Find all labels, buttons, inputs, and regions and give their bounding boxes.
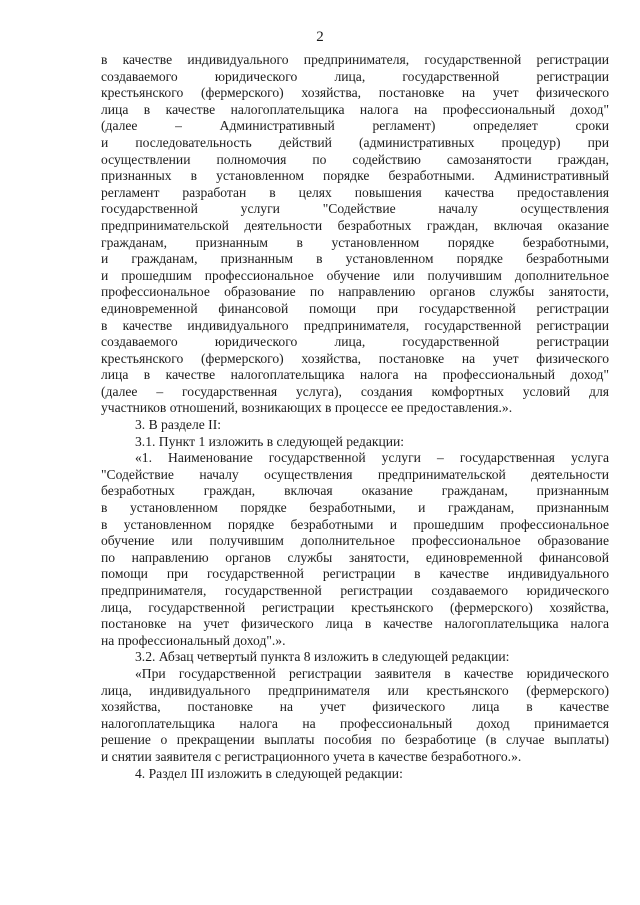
text-line: по направлению органов службы занятости, единовременной финансовой <box>101 549 609 565</box>
text-line: налогоплательщика налога на профессиональный доход принимается <box>101 715 609 731</box>
text-line: гражданам, признанным в установленном порядке безработными, <box>101 234 609 250</box>
text-line: безработных граждан, включая оказание гражданам, признанным <box>101 483 609 499</box>
text-line: помощи при государственной регистрации в качестве индивидуального <box>101 566 609 582</box>
text-line: в установленном порядке безработными, и гражданам, признанным <box>101 500 609 516</box>
text-line: и прошедшим профессиональное обучение или получившим дополнительное <box>101 267 609 283</box>
text-line: осуществлении полномочия по содействию самозанятости граждан, <box>101 151 609 167</box>
text-line: единовременной финансовой помощи при государственной регистрации <box>101 300 609 316</box>
text-line: хозяйства, постановке на учет физического лица в качестве <box>101 699 609 715</box>
text-line: лица в качестве налогоплательщика налога на профессиональный доход" <box>101 367 609 383</box>
text-line: 3.2. Абзац четвертый пункта 8 изложить в следующей редакции: <box>135 649 510 665</box>
text-line: крестьянского (фермерского) хозяйства, постановке на учет физического <box>101 85 609 101</box>
text-line: крестьянского (фермерского) хозяйства, постановке на учет физического <box>101 350 609 366</box>
text-line: (далее – Административный регламент) определяет сроки <box>101 118 609 134</box>
text-line: лица, государственной регистрации крестьянского (фермерского) хозяйства, <box>101 599 609 615</box>
page-number: 2 <box>316 29 324 45</box>
text-line: 3.1. Пункт 1 изложить в следующей редакции: <box>135 433 405 449</box>
text-line: создаваемого юридического лица, государственной регистрации <box>101 68 609 84</box>
document-body <box>101 52 609 782</box>
text-line: участников отношений, возникающих в процессе ее предоставления.». <box>101 400 513 416</box>
text-line: на профессиональный доход".». <box>101 632 286 648</box>
text-line: 3. В разделе II: <box>135 417 222 433</box>
text-line: регламент разработан в целях повышения качества предоставления <box>101 184 609 200</box>
text-line: решение о прекращении выплаты пособия по безработице (в случае выплаты) <box>101 732 609 748</box>
text-line: «1. Наименование государственной услуги – государственная услуга <box>135 450 609 466</box>
text-line: профессиональное образование по направлению органов службы занятости, <box>101 284 609 300</box>
text-line: признанных в установленном порядке безработными. Административный <box>101 168 609 184</box>
text-line: постановке на учет физического лица в качестве налогоплательщика налога <box>101 616 609 632</box>
text-line: (далее – государственная услуга), создания комфортных условий для <box>101 383 609 399</box>
text-line: и снятии заявителя с регистрационного учета в качестве безработного.». <box>101 748 522 764</box>
text-line: государственной услуги "Содействие началу осуществления <box>101 201 609 217</box>
text-line: создаваемого юридического лица, государственной регистрации <box>101 334 609 350</box>
text-line: в качестве индивидуального предпринимателя, государственной регистрации <box>101 317 609 333</box>
text-line: предпринимательской деятельности безработных граждан, включая оказание <box>101 217 609 233</box>
text-line: лица, индивидуального предпринимателя или крестьянского (фермерского) <box>101 682 609 698</box>
text-line: и гражданам, признанным в установленном порядке безработными <box>101 251 609 267</box>
text-line: 4. Раздел III изложить в следующей редакции: <box>135 765 403 781</box>
text-line: и последовательность действий (административных процедур) при <box>101 134 609 150</box>
text-line: обучение или получившим дополнительное профессиональное образование <box>101 533 609 549</box>
text-line: лица в качестве налогоплательщика налога на профессиональный доход" <box>101 101 609 117</box>
text-line: предпринимателя, государственной регистрации создаваемого юридического <box>101 583 609 598</box>
text-line: в качестве индивидуального предпринимателя, государственной регистрации <box>101 52 609 67</box>
text-line: «При государственной регистрации заявителя в качестве юридического <box>135 665 609 681</box>
text-line: "Содействие началу осуществления предпринимательской деятельности <box>101 466 609 482</box>
text-line: в установленном порядке безработными и прошедшим профессиональное <box>101 516 609 532</box>
